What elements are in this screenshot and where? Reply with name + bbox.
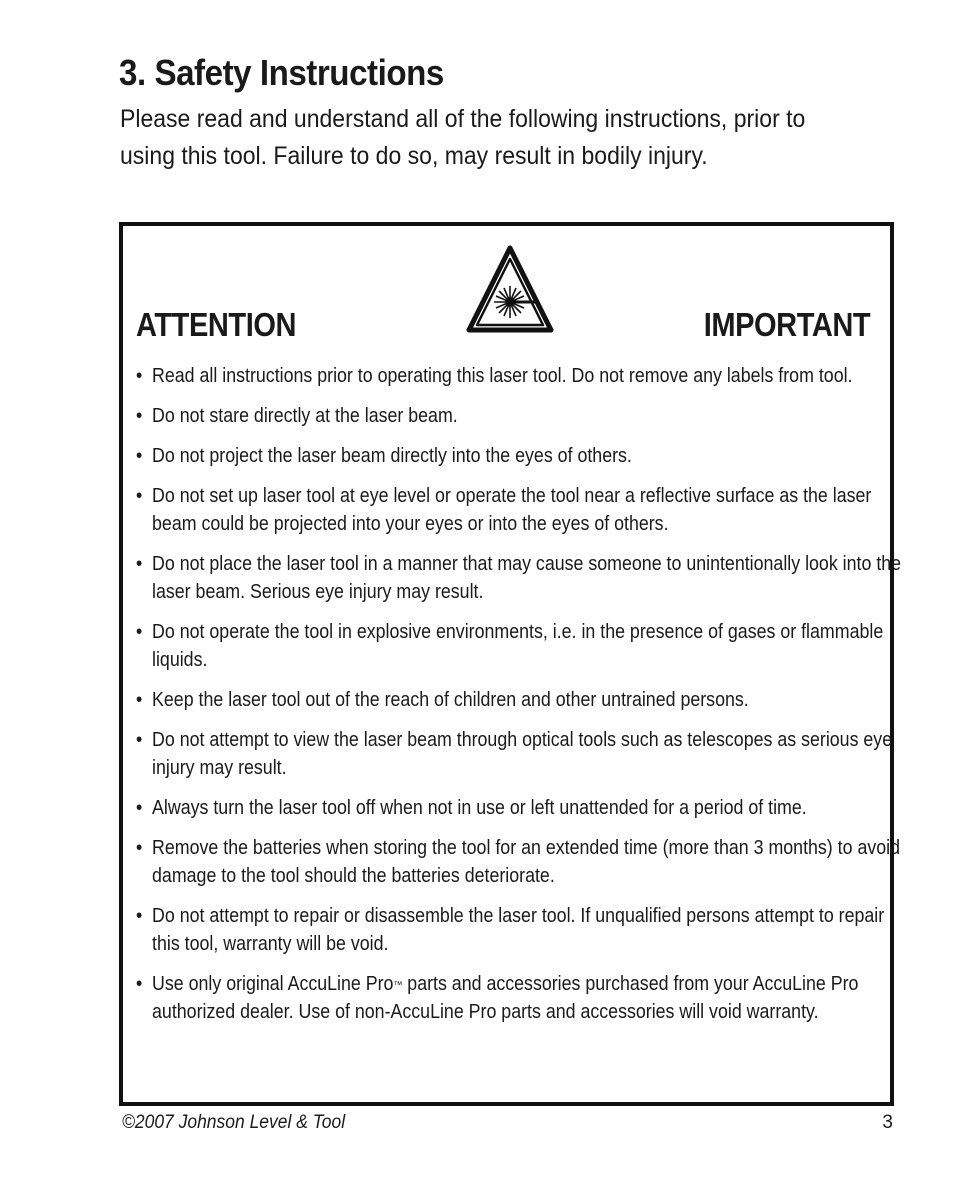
bullet-mark: • (136, 365, 143, 387)
important-heading: IMPORTANT (703, 306, 870, 343)
bullet-mark: • (136, 405, 143, 427)
list-item: • Keep the laser tool out of the reach of children and other untrained persons. (136, 686, 909, 714)
list-item: • Always turn the laser tool off when not in use or left unattended for a period of time. (136, 794, 909, 822)
bullet-mark: • (136, 729, 143, 751)
bullet-mark: • (136, 905, 143, 927)
page-title: 3. Safety Instructions (119, 52, 444, 93)
safety-rules-list (136, 362, 908, 1038)
intro-text: Please read and understand all of the following instructions, prior to using this tool. Failure to do so, may result in bodily injury. (120, 105, 806, 170)
list-item: • Do not attempt to repair or disassemble the laser tool. If unqualified persons attempt to repair this tool, warranty will be void. (136, 902, 909, 958)
warning-box (119, 222, 902, 1106)
list-item: • Do not operate the tool in explosive environments, i.e. in the presence of gases or flammable liquids. (136, 618, 909, 674)
bullet-mark: • (136, 797, 143, 819)
list-item: • Do not attempt to view the laser beam through optical tools such as telescopes as serious eye injury may result. (136, 726, 909, 782)
bullet-mark: • (136, 621, 143, 643)
list-item: • Do not project the laser beam directly into the eyes of others. (136, 442, 909, 470)
list-item: • Read all instructions prior to operating this laser tool. Do not remove any labels from tool. (136, 362, 909, 390)
bullet-mark: • (136, 837, 143, 859)
attention-heading: ATTENTION (136, 306, 297, 343)
copyright-text: ©2007 Johnson Level & Tool (122, 1112, 346, 1133)
bullet-mark: • (136, 973, 143, 995)
trademark-symbol: ™ (393, 980, 403, 991)
bullet-mark: • (136, 445, 143, 467)
bullet-mark: • (136, 553, 143, 575)
bullet-mark: • (136, 485, 143, 507)
list-item: • Do not place the laser tool in a manner that may cause someone to unintentionally look into the laser beam. Serious eye injury may result. (136, 550, 909, 606)
laser-hazard-icon (465, 244, 555, 334)
list-item: • Do not stare directly at the laser beam. (136, 402, 909, 430)
list-item: • Do not set up laser tool at eye level or operate the tool near a reflective surface as the laser beam could be projected into your eyes or into the eyes of others. (136, 482, 909, 538)
bullet-mark: • (136, 689, 143, 711)
list-item: • Remove the batteries when storing the tool for an extended time (more than 3 months) to avoid damage to the tool should the batteries deteriorate. (136, 834, 909, 890)
page-number: 3 (882, 1112, 893, 1133)
list-item: • Use only original AccuLine Pro™ parts and accessories purchased from your AccuLine Pro authorized dealer. Use of non-AccuLine Pro parts and accessories will void warranty. (136, 970, 909, 1026)
